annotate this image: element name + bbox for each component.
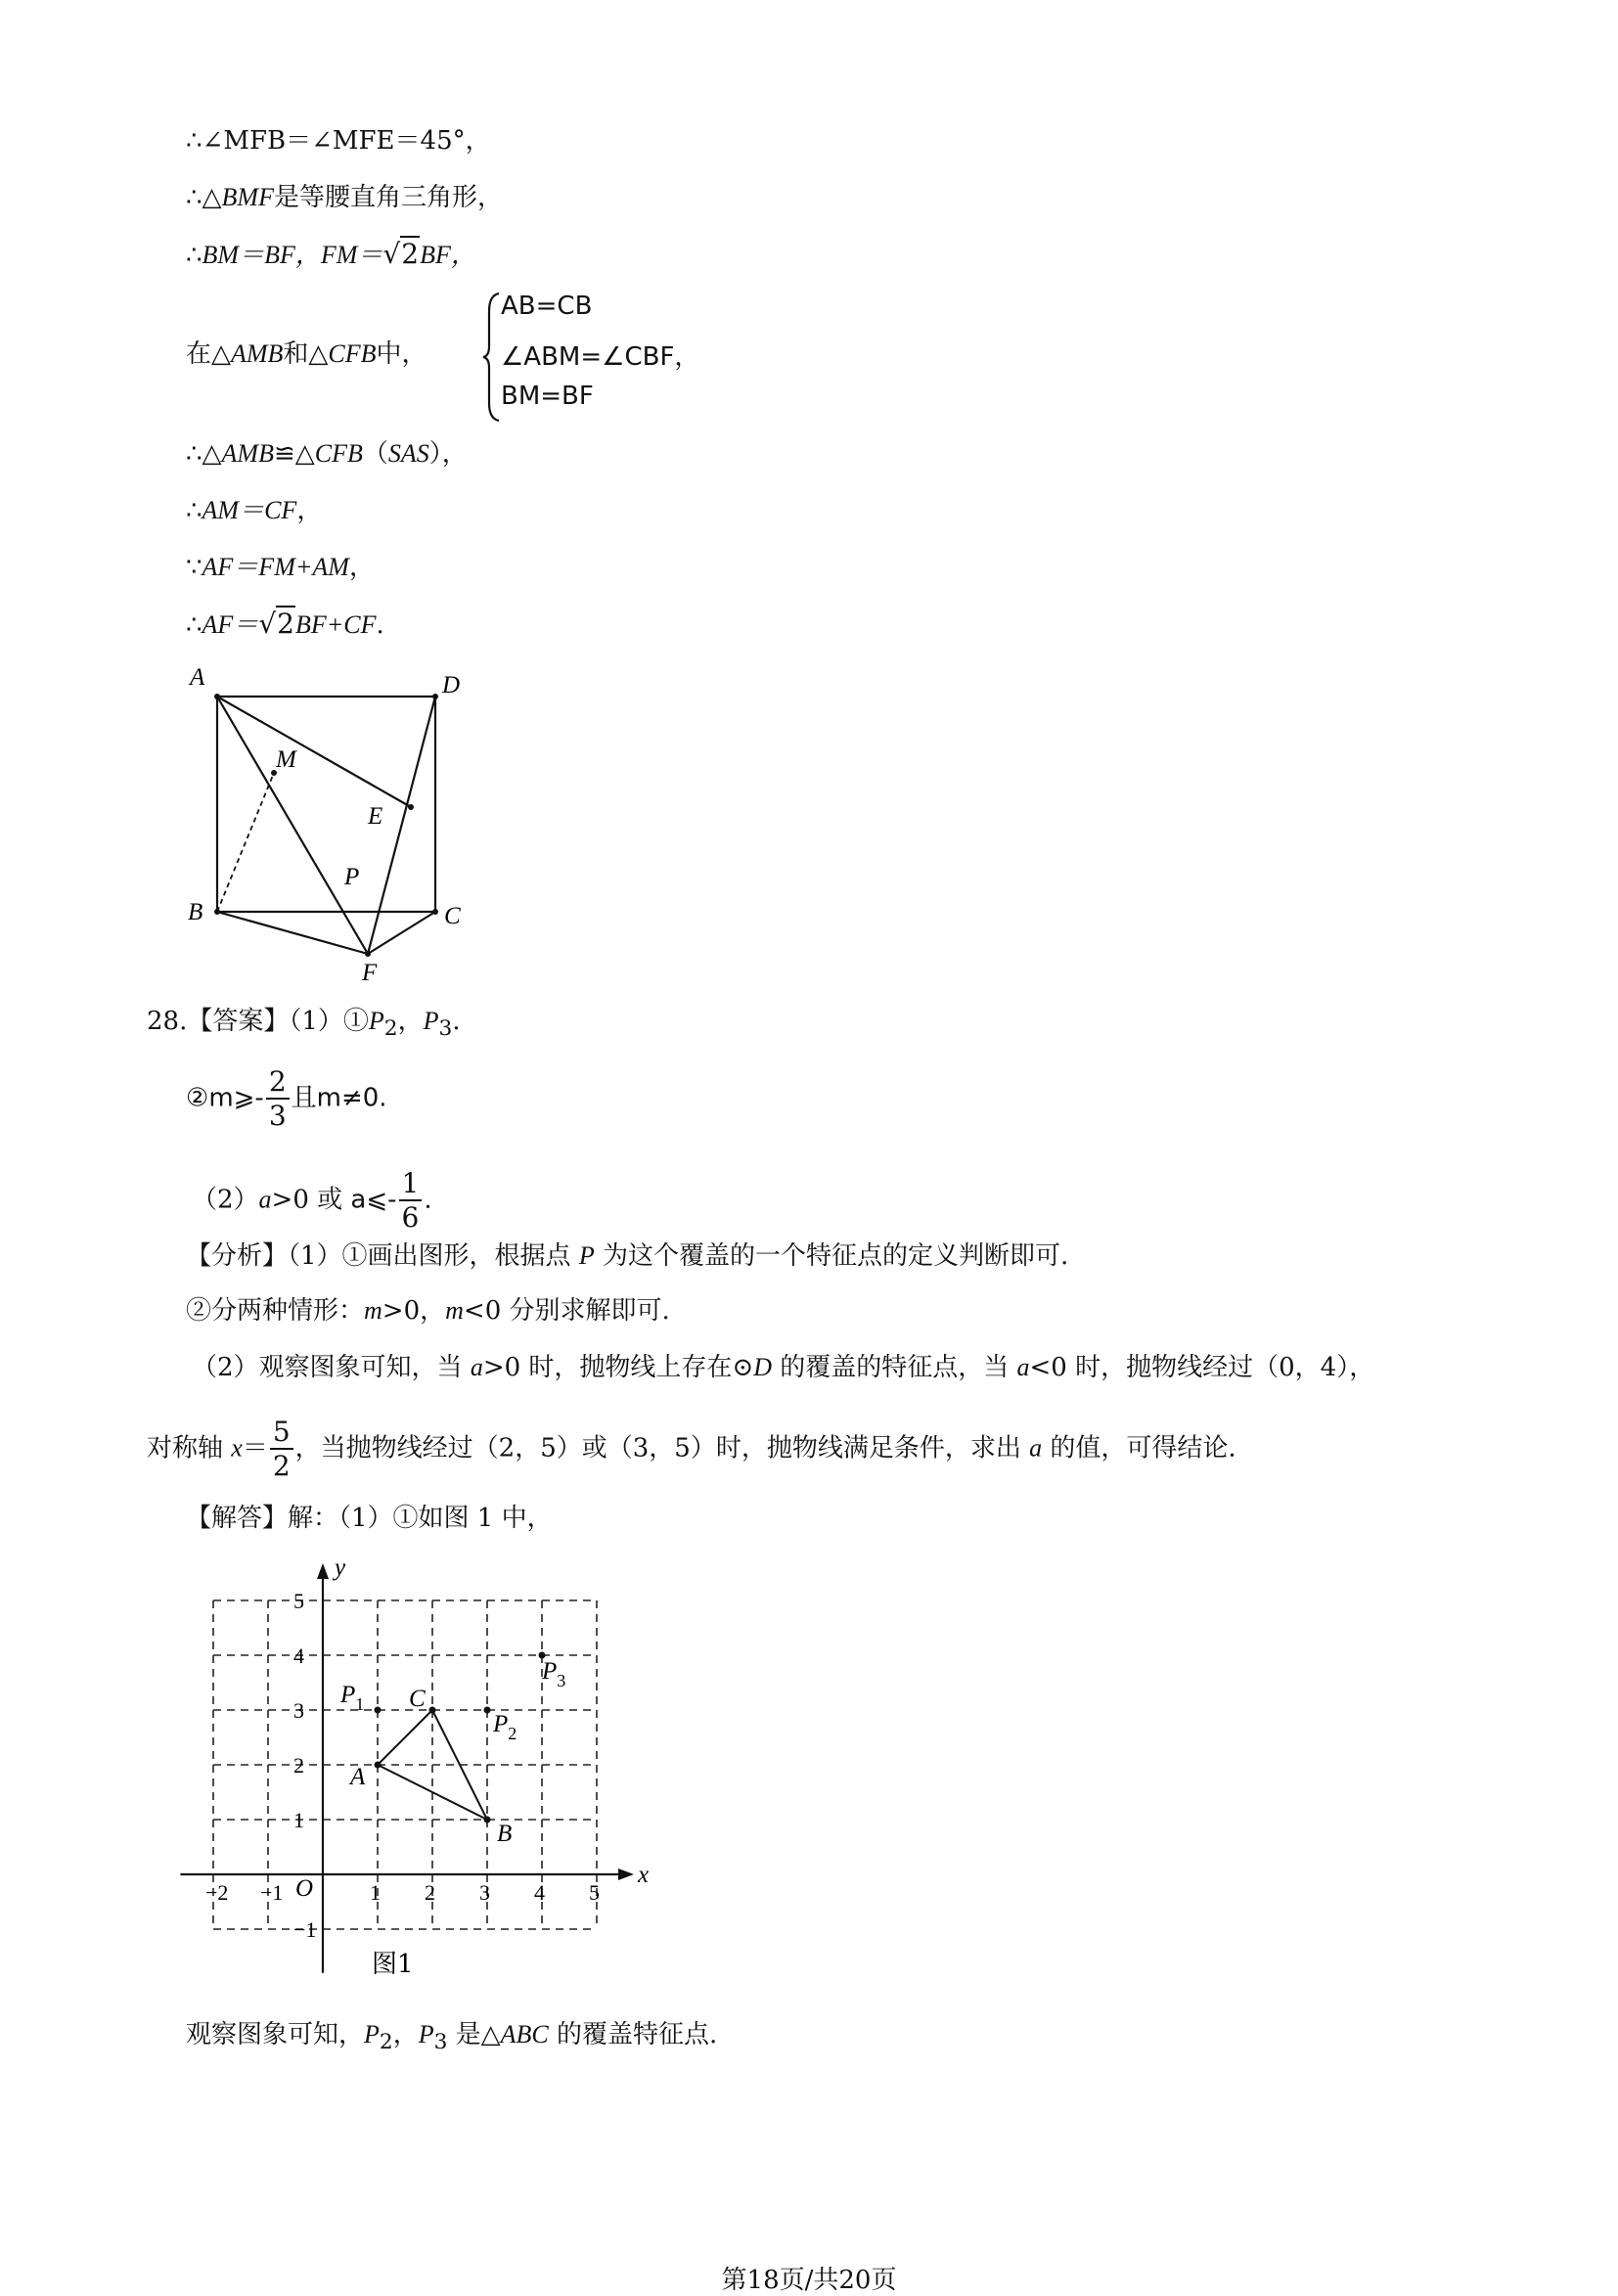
system-line-3: BM=BF [501, 382, 594, 411]
sqrt-symbol: √2 [258, 608, 294, 640]
analysis-line-4: 对称轴 x＝ $\frac{5}{2}$ ，当抛物线经过（2，5）或（3，5）时，抛物线满足条件，求出 a 的值，可得结论. [147, 1416, 1236, 1482]
point-p1 [375, 1707, 382, 1714]
point-label-a: A [350, 1764, 366, 1790]
brace-icon [481, 292, 503, 423]
fraction-5-2: $\frac{5}{2}$ [270, 1418, 293, 1480]
q28-answer-2: ②m⩾- $\frac{2}{3}$ 且m≠0. [186, 1065, 387, 1132]
x-tick-label: −1 [260, 1880, 284, 1905]
label-d: D [442, 672, 461, 698]
point-c [429, 1707, 436, 1714]
proof-line-5: ∴△AMB≌△CFB（SAS）， [186, 439, 468, 469]
y-tick-label: −1 [293, 1917, 317, 1942]
figure-caption: 图1 [372, 1950, 414, 1979]
label-a: A [190, 665, 205, 691]
point-a [375, 1762, 382, 1769]
y-tick-label: 1 [293, 1808, 304, 1832]
fraction-1-6: $\frac{1}{6}$ [399, 1170, 423, 1232]
label-m: M [276, 746, 296, 773]
y-tick-label: 3 [293, 1698, 304, 1723]
label-f: F [362, 960, 378, 986]
x-tick-label: 2 [425, 1880, 435, 1905]
x-tick-label: 1 [370, 1880, 381, 1905]
q28-answer-1: 28.【答案】$(1)①P_2$，$P_3$. [147, 1007, 461, 1042]
point-b [484, 1817, 491, 1823]
point-label-b: B [497, 1821, 513, 1847]
label-c: C [444, 903, 461, 929]
proof-line-8: ∴AF＝√2BF+CF. [186, 608, 384, 640]
label-p: P [344, 864, 360, 890]
point-p2 [484, 1707, 491, 1714]
y-tick-label: 4 [293, 1643, 304, 1668]
proof-line-4: 在△AMB和△CFB中， [186, 339, 427, 369]
fraction-2-3: $\frac{2}{3}$ [266, 1068, 290, 1130]
point-label-p1: $P_1$ [340, 1682, 365, 1714]
segment-bm-dashed [217, 773, 274, 912]
point-label-p2: $P_2$ [493, 1711, 517, 1743]
analysis-line-3: （2）观察图象可知，当 a>0 时，抛物线上存在⊙D 的覆盖的特征点，当 a<0 时，抛物线经过（0，4）， [192, 1353, 1375, 1382]
origin-label: O [295, 1875, 314, 1902]
proof-line-7: ∵AF＝FM+AM， [186, 553, 375, 582]
point-label-p3: $P_3$ [542, 1658, 566, 1690]
x-tick-label: −2 [205, 1880, 229, 1905]
x-tick-label: 4 [534, 1880, 545, 1905]
analysis-line-1: 【分析】（1）①画出图形，根据点 P 为这个覆盖的一个特征点的定义判断即可. [186, 1241, 1069, 1271]
segment-bf [217, 912, 368, 954]
proof-line-3: ∴BM＝BF，FM＝√2BF， [186, 238, 476, 270]
point-label-c: C [409, 1686, 426, 1712]
q28-answer-3: （2）a>0 或 a⩽- $\frac{1}{6}$ . [192, 1167, 432, 1234]
x-tick-label: 3 [479, 1880, 490, 1905]
coordinate-figure [166, 1555, 655, 2005]
page-footer: 第18页/共20页 [721, 2266, 897, 2295]
square-figure [176, 665, 489, 998]
segment-ae [217, 697, 411, 807]
solution-line: 【解答】解：（1）①如图 1 中， [186, 1504, 553, 1533]
proof-line-6: ∴AM＝CF， [186, 496, 323, 525]
x-axis-label: x [638, 1862, 650, 1888]
y-axis-label: y [335, 1555, 346, 1581]
conclusion-line: 观察图象可知，$P_2$，$P_3$ 是△ABC 的覆盖特征点. [186, 2020, 718, 2055]
x-tick-label: 5 [589, 1880, 600, 1905]
system-line-1: AB=CB [501, 292, 593, 321]
segment-af [217, 697, 368, 954]
sqrt-symbol: √2 [382, 238, 420, 270]
y-axis-arrow-icon [317, 1563, 329, 1579]
square-abcd [217, 697, 435, 912]
label-e: E [368, 803, 383, 830]
y-tick-label: 5 [293, 1589, 304, 1613]
proof-line-2: ∴△BMF是等腰直角三角形， [186, 183, 503, 212]
label-b: B [188, 899, 203, 925]
x-axis-arrow-icon [618, 1868, 634, 1880]
system-line-2: ∠ABM=∠CBF， [501, 342, 700, 372]
proof-line-1: ∴∠MFB＝∠MFE＝45°， [186, 126, 491, 156]
y-tick-label: 2 [293, 1753, 304, 1778]
analysis-line-2: ②分两种情形：m>0，m<0 分别求解即可. [186, 1296, 670, 1326]
